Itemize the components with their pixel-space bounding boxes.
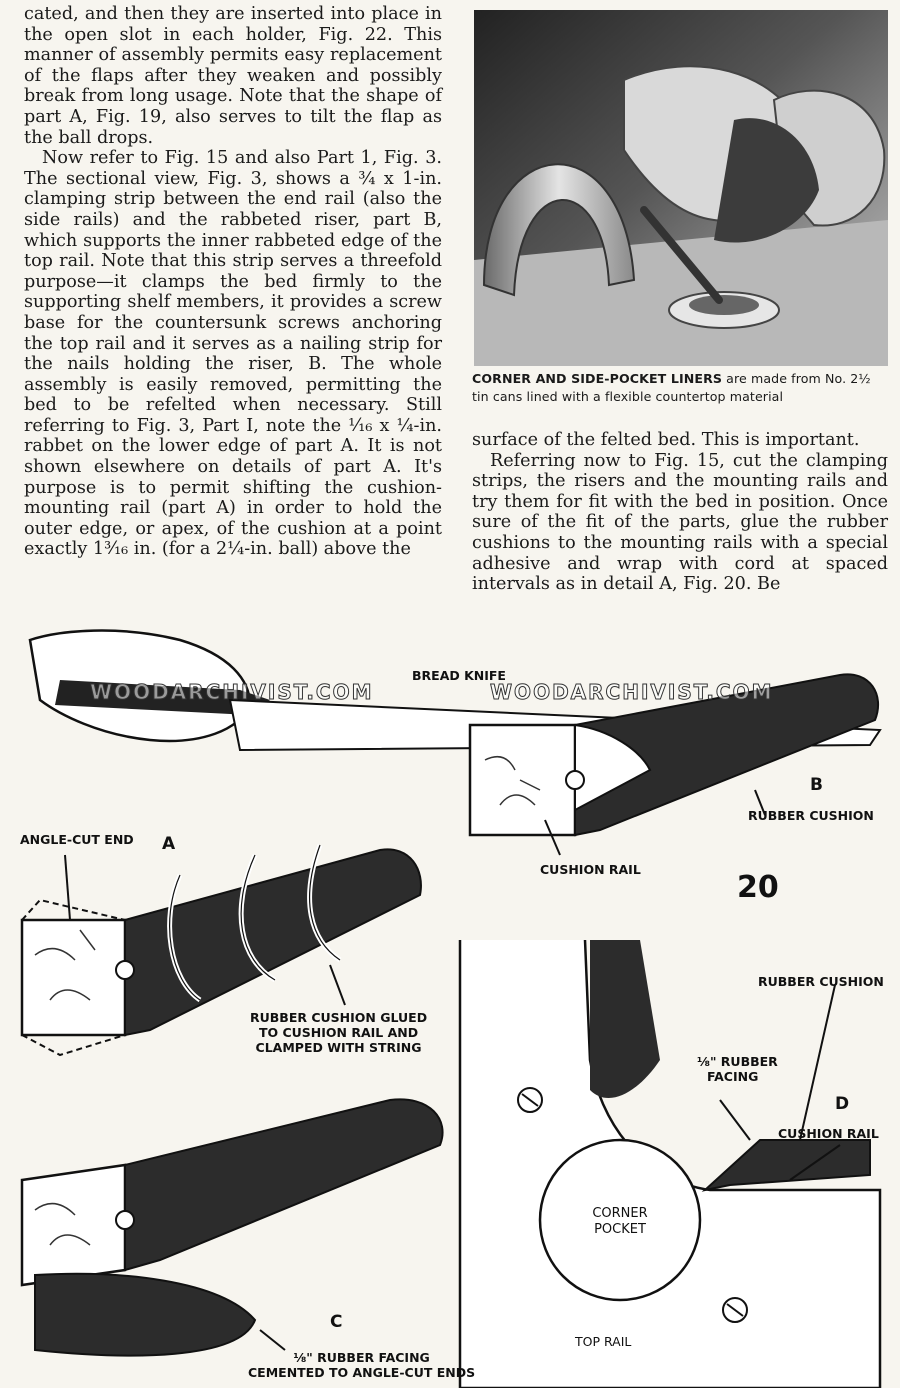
detail-d-drawing bbox=[460, 940, 880, 1388]
figure-drawing bbox=[0, 620, 900, 1388]
label-line: CLAMPED WITH STRING bbox=[255, 1040, 422, 1055]
paragraph: Referring now to Fig. 15, cut the clamping strips, the risers and the mounting rails and try them for fit with the bed in position. Once sure of the fit of the parts, glue the rubber cushions to the mounting rails with a special adhesive and wrap with cord at spaced intervals as in detail A, Fig. 20. Be bbox=[472, 450, 888, 595]
label-rubber-cushion-d: RUBBER CUSHION bbox=[758, 974, 884, 989]
label-corner-pocket bbox=[580, 1206, 660, 1238]
label-line: POCKET bbox=[594, 1222, 646, 1237]
label-line: TO CUSHION RAIL AND bbox=[258, 1025, 419, 1040]
label-rubber-facing-d bbox=[697, 1054, 778, 1084]
label-letter-d: D bbox=[835, 1094, 850, 1114]
photo-caption bbox=[472, 370, 890, 406]
label-letter-b: B bbox=[810, 775, 823, 795]
photo-illustration bbox=[474, 10, 888, 366]
label-line: RUBBER CUSHION GLUED bbox=[250, 1010, 428, 1025]
watermark-text: WOODARCHIVIST.COM bbox=[490, 680, 774, 704]
paragraph: cated, and then they are inserted into place in the open slot in each holder, Fig. 22. This manner of assembly permits easy replacement of the flaps after they weaken and possibly break from long usage. Note that the shape of part A, Fig. 19, also serves to tilt the flap as the ball drops. bbox=[24, 4, 442, 148]
label-cushion-glued bbox=[250, 1010, 427, 1055]
label-letter-c: C bbox=[330, 1312, 343, 1332]
right-text-column bbox=[472, 430, 888, 595]
label-rubber-facing-c bbox=[248, 1350, 475, 1380]
photo-hands-liner bbox=[474, 10, 888, 366]
label-line: CEMENTED TO ANGLE-CUT ENDS bbox=[248, 1365, 476, 1380]
label-angle-cut-end: ANGLE-CUT END bbox=[20, 832, 134, 847]
watermark-text: WOODARCHIVIST.COM bbox=[90, 680, 374, 704]
caption-text: are made from No. 2½ tin cans lined with a flexible countertop material bbox=[472, 371, 871, 404]
label-top-rail: TOP RAIL bbox=[575, 1334, 632, 1349]
left-text-column bbox=[24, 4, 442, 560]
label-line: ⅛" RUBBER bbox=[697, 1054, 778, 1069]
label-cushion-rail-d: CUSHION RAIL bbox=[778, 1126, 879, 1141]
paragraph: Now refer to Fig. 15 and also Part 1, Fig. 3. The sectional view, Fig. 3, shows a ¾ x 1-in. clamping strip between the end rail (also the side rails) and the rabbeted riser, part B, which supports the inner rabbeted edge of the top rail. Note that this strip serves a threefold purpose—it clamps the bed firmly to the supporting shelf members, it provides a screw base for the countersunk screws anchoring the top rail and it serves as a nailing strip for the nails holding the riser, B. The whole assembly is easily removed, permitting the bed to be refelted when necessary. Still referring to Fig. 3, Part I, note the ¹⁄₁₆ x ¼-in. rabbet on the lower edge of part A. It is not shown elsewhere on details of part A. It's purpose is to permit shifting the cushion-mounting rail (part A) in order to hold the outer edge, or apex, of the cushion at a point exactly 1³⁄₁₆ in. (for a 2¼-in. ball) above the bbox=[24, 148, 442, 560]
label-letter-a: A bbox=[162, 834, 176, 854]
figure-number: 20 bbox=[737, 870, 779, 905]
label-bread-knife: BREAD KNIFE bbox=[412, 668, 506, 683]
caption-lead: CORNER AND SIDE-POCKET LINERS bbox=[472, 371, 723, 386]
label-rubber-cushion-b: RUBBER CUSHION bbox=[748, 808, 874, 823]
label-line: FACING bbox=[707, 1069, 759, 1084]
label-line: CORNER bbox=[592, 1206, 648, 1221]
label-cushion-rail-b: CUSHION RAIL bbox=[540, 862, 641, 877]
paragraph: surface of the felted bed. This is important. bbox=[472, 430, 860, 450]
figure-20 bbox=[0, 620, 900, 1388]
label-line: ⅛" RUBBER FACING bbox=[293, 1350, 430, 1365]
detail-c-drawing bbox=[22, 1099, 443, 1355]
